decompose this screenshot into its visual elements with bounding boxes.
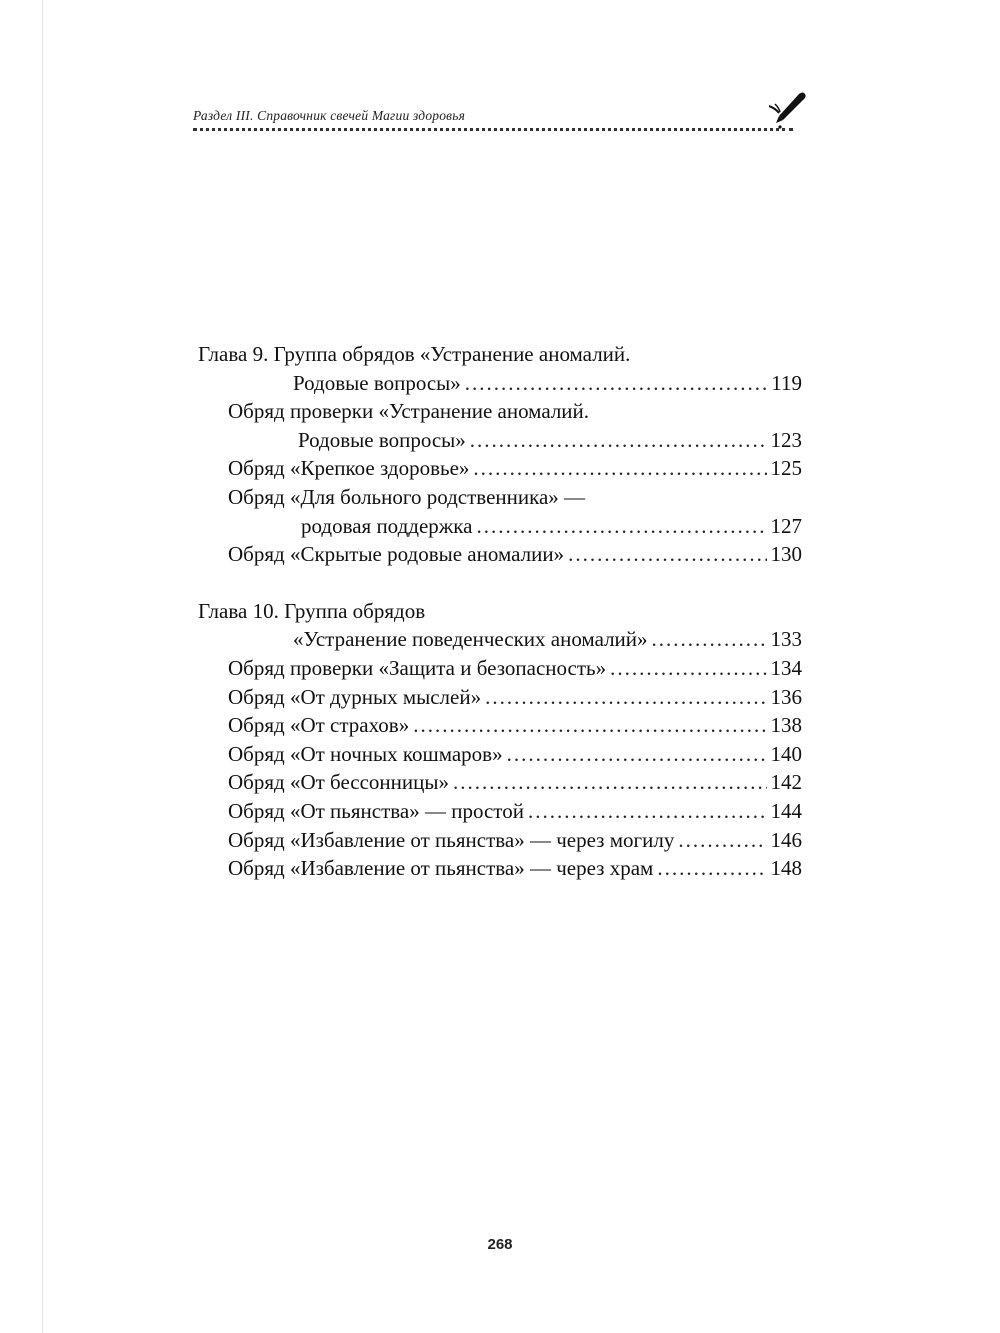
- toc-entry: [198, 768, 802, 797]
- toc-leader-dots: [473, 454, 766, 483]
- toc-leader-dots: [413, 711, 766, 740]
- toc-chapter-title-cont: [198, 369, 802, 398]
- toc-entry: [198, 654, 802, 683]
- toc-leader-dots: [610, 654, 766, 683]
- toc-entry: [198, 854, 802, 883]
- toc-chapter-title: [198, 340, 802, 369]
- toc-page-number: 142: [770, 770, 802, 795]
- toc-leader-dots: [485, 683, 766, 712]
- toc-leader-dots: [465, 369, 767, 398]
- toc-leader-dots: [568, 540, 766, 569]
- toc-page-number: 133: [770, 627, 802, 652]
- toc-leader-dots: [528, 797, 767, 826]
- toc-entry-text: Обряд «Крепкое здоровье»: [228, 456, 470, 481]
- toc-leader-dots: [470, 426, 767, 455]
- toc-page-number: 140: [770, 741, 802, 766]
- toc-entry: [198, 683, 802, 712]
- toc-page-number: 148: [770, 856, 802, 881]
- toc-entry-text: Обряд «От дурных мыслей»: [228, 684, 482, 709]
- toc-entry-text: Обряд «От ночных кошмаров»: [228, 741, 503, 766]
- toc-entry: [198, 540, 802, 569]
- toc-leader-dots: [678, 826, 766, 855]
- toc-entry: [198, 826, 802, 855]
- toc-page-number: 130: [770, 542, 802, 567]
- toc-entry: [198, 797, 802, 826]
- toc-entry-cont: [198, 512, 802, 541]
- toc-entry: [198, 483, 802, 512]
- toc-leader-dots: [507, 740, 767, 769]
- toc-page-number: 144: [770, 798, 802, 823]
- toc-entry-text: Обряд проверки «Защита и безопасность»: [228, 655, 607, 680]
- toc-entry-text: Обряд «Скрытые родовые аномалии»: [228, 542, 565, 567]
- toc-entry-text: Обряд «Избавление от пьянства» — через могилу: [228, 827, 675, 852]
- running-header-title: Раздел III. Справочник свечей Магии здоровья: [193, 108, 466, 123]
- toc-page-number: 125: [770, 456, 802, 481]
- toc-page-number: 146: [770, 827, 802, 852]
- toc-chapter-title-text: Глава 10. Группа обрядов: [198, 598, 426, 623]
- toc-entry: [198, 740, 802, 769]
- page-number: 268: [487, 1236, 513, 1253]
- toc-entry-text: Родовые вопросы»: [298, 427, 466, 452]
- toc-page-number: 127: [770, 513, 802, 538]
- quill-icon: [765, 86, 809, 130]
- toc-entry-text: Обряд «Избавление от пьянства» — через храм: [228, 856, 654, 881]
- toc-entry-text: Обряд проверки «Устранение аномалий.: [228, 399, 590, 424]
- running-header: [193, 86, 813, 134]
- toc-leader-dots: [657, 854, 766, 883]
- toc-page-number: 123: [770, 427, 802, 452]
- toc-entry: [198, 711, 802, 740]
- toc-entry-text: Обряд «От страхов»: [228, 713, 410, 738]
- header-dotted-rule: [193, 128, 793, 131]
- toc-page-number: 136: [770, 684, 802, 709]
- toc-chapter-9: [198, 340, 802, 569]
- toc-leader-dots: [477, 512, 767, 541]
- toc-chapter-10: [198, 597, 802, 883]
- toc-page-number: 134: [770, 655, 802, 680]
- toc-entry-text: Обряд «От бессонницы»: [228, 770, 449, 795]
- toc-chapter-title: [198, 597, 802, 626]
- toc-leader-dots: [652, 625, 767, 654]
- toc-entry-text: Обряд «От пьянства» — простой: [228, 798, 524, 823]
- toc-chapter-title-cont: [198, 625, 802, 654]
- table-of-contents: [198, 340, 802, 911]
- toc-entry-cont: [198, 426, 802, 455]
- toc-entry: [198, 397, 802, 426]
- toc-entry-text: Обряд «Для больного родственника» —: [228, 484, 586, 509]
- page-edge: [42, 0, 43, 1333]
- toc-chapter-title-text: Родовые вопросы»: [293, 370, 461, 395]
- toc-entry-text: родовая поддержка: [301, 513, 473, 538]
- toc-entry: [198, 454, 802, 483]
- toc-chapter-title-text: «Устранение поведенческих аномалий»: [293, 627, 648, 652]
- toc-leader-dots: [453, 768, 767, 797]
- toc-page-number: 138: [770, 713, 802, 738]
- toc-chapter-title-text: Глава 9. Группа обрядов «Устранение аномалий.: [198, 342, 631, 366]
- toc-page-number: 119: [771, 370, 802, 395]
